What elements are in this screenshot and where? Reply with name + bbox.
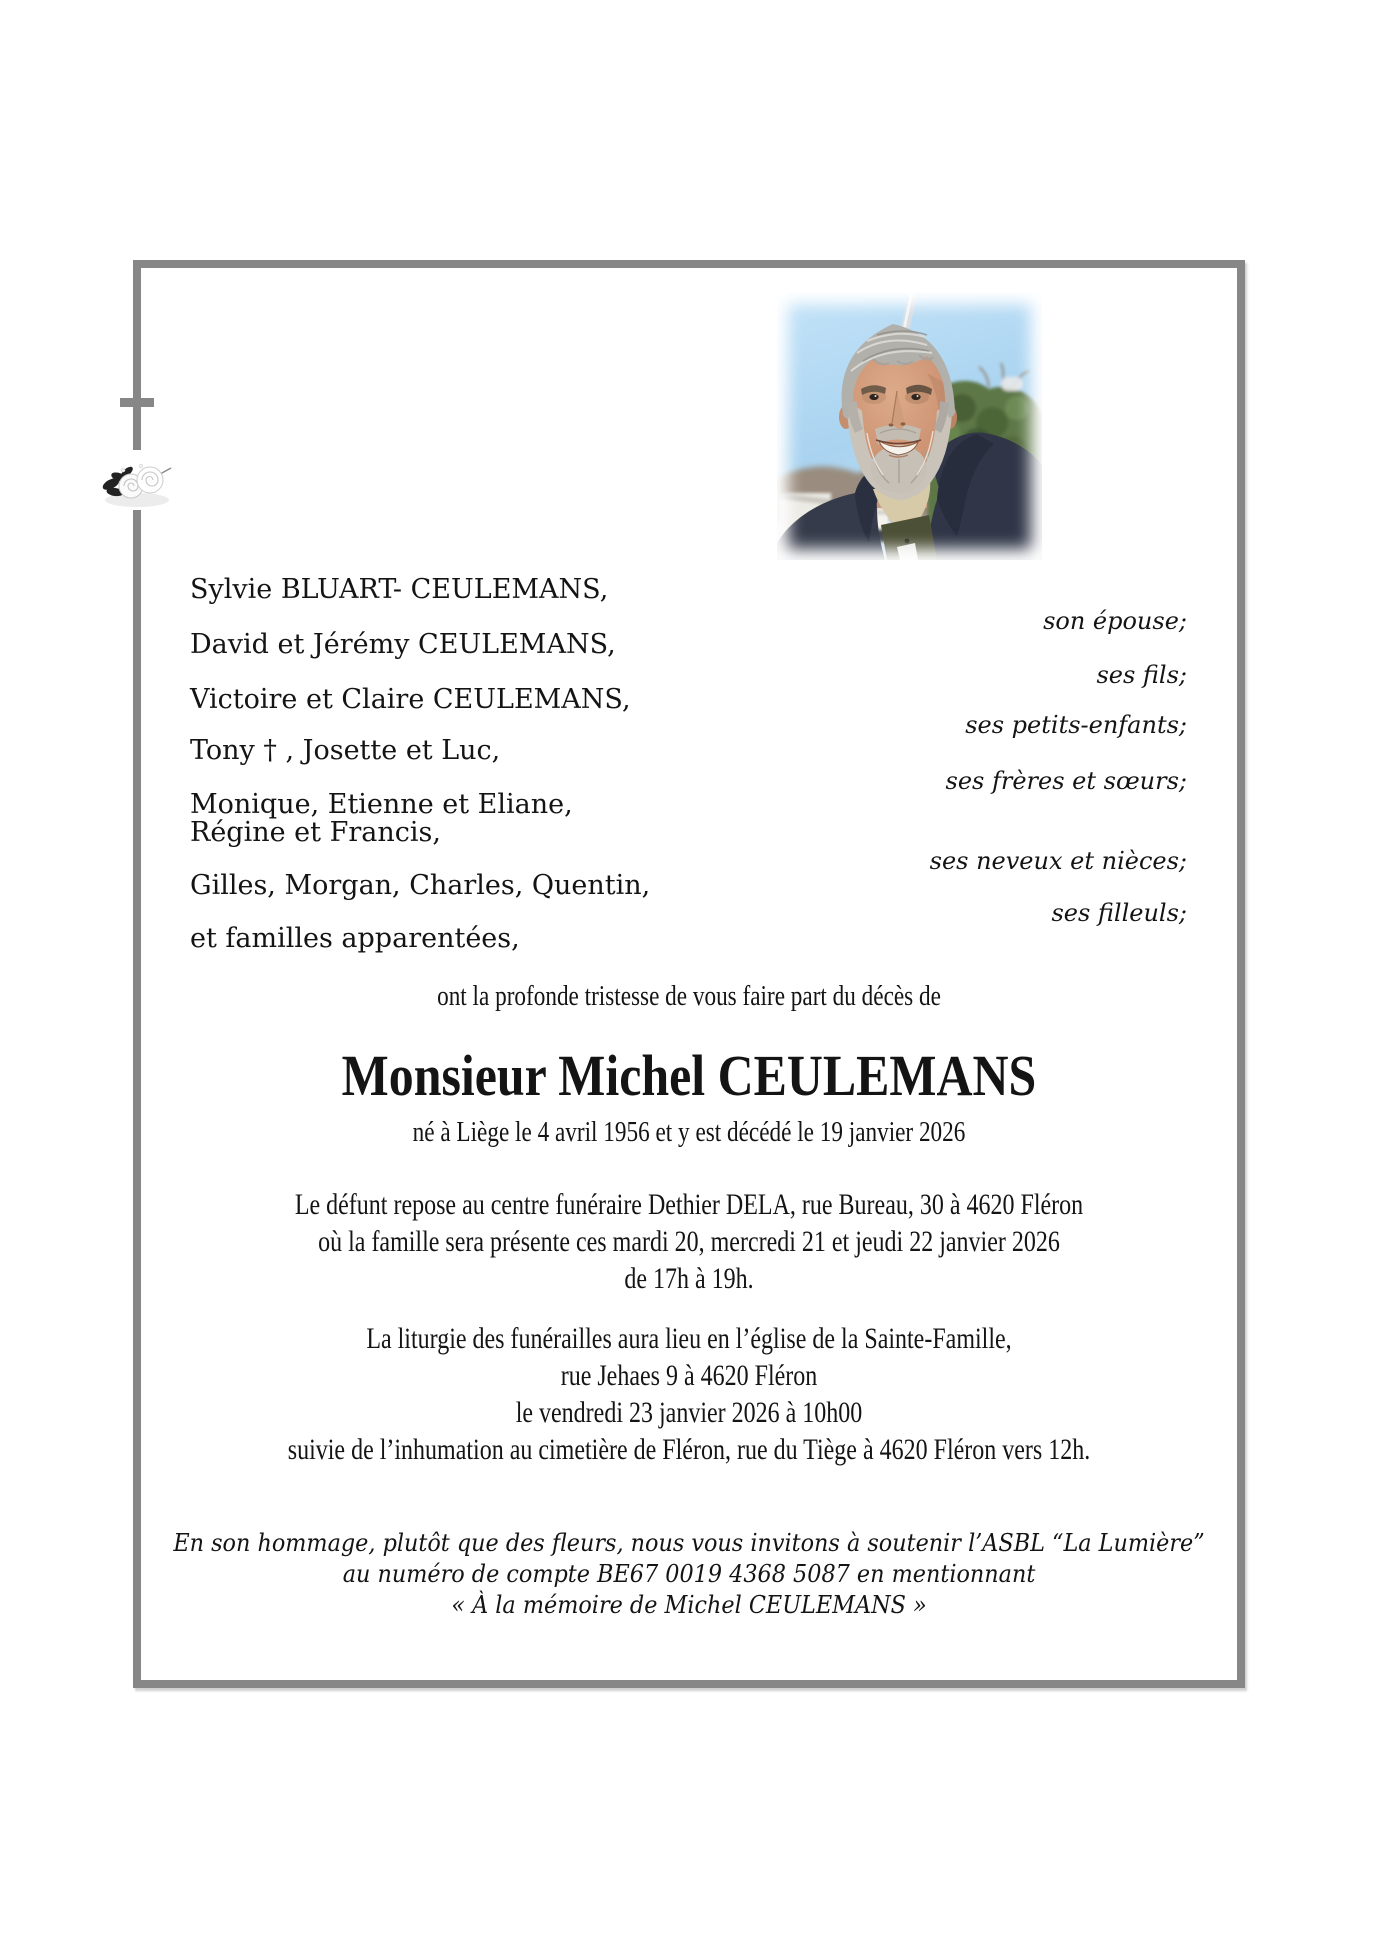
portrait-photo [777,293,1042,560]
white-roses-icon [97,450,181,510]
funeral-line-2: rue Jehaes 9 à 4620 Fléron [560,1359,818,1392]
life-dates: né à Liège le 4 avril 1956 et y est décédé le 19 janvier 2026 [412,1116,966,1148]
funeral-line-1: La liturgie des funérailles aura lieu en l’église de la Sainte-Famille, [366,1322,1012,1355]
announcement-intro: ont la profonde tristesse de vous faire part du décès de [437,980,941,1012]
roses-graphic [97,450,181,510]
relation-line: ses neveux et nièces; [929,847,1187,875]
funeral-line-4: suivie de l’inhumation au cimetière de Fléron, rue du Tiège à 4620 Fléron vers 12h. [287,1433,1091,1466]
relation-line: ses frères et sœurs; [945,767,1187,795]
family-name-line: Sylvie BLUART- CEULEMANS, [190,574,609,605]
visitation-details [244,1186,1134,1297]
relation-line: ses filleuls; [1051,899,1187,927]
tribute-note [172,1528,1206,1621]
tribute-line-2: au numéro de compte BE67 0019 4368 5087 en mentionnant [342,1560,1036,1588]
tribute-line-3: « À la mémoire de Michel CEULEMANS » [451,1591,927,1619]
portrait-graphic [777,293,1042,560]
funeral-line-3: le vendredi 23 janvier 2026 à 10h00 [515,1396,863,1429]
family-name-line: Tony † , Josette et Luc, [190,735,501,766]
family-name-line: Monique, Etienne et Eliane, [190,789,573,820]
family-name-line: Victoire et Claire CEULEMANS, [190,684,631,715]
deceased-name-title: Monsieur Michel CEULEMANS [341,1043,1037,1108]
family-name-line: David et Jérémy CEULEMANS, [190,629,616,660]
visitation-line-3: de 17h à 19h. [624,1262,754,1295]
family-name-line: et familles apparentées, [190,923,520,954]
relation-line: ses fils; [1096,661,1187,689]
funeral-details [244,1320,1134,1468]
relation-line: son épouse; [1043,607,1187,635]
cross-icon [120,398,154,407]
border-frame [133,260,1245,1688]
family-name-line: Régine et Francis, [190,817,441,848]
visitation-line-1: Le défunt repose au centre funéraire Dethier DELA, rue Bureau, 30 à 4620 Fléron [294,1188,1084,1221]
relation-line: ses petits-enfants; [965,711,1187,739]
visitation-line-2: où la famille sera présente ces mardi 20, mercredi 21 et jeudi 22 janvier 2026 [318,1225,1060,1258]
tribute-line-1: En son hommage, plutôt que des fleurs, nous vous invitons à soutenir l’ASBL “La Lumière” [173,1529,1205,1557]
family-name-line: Gilles, Morgan, Charles, Quentin, [190,870,651,901]
